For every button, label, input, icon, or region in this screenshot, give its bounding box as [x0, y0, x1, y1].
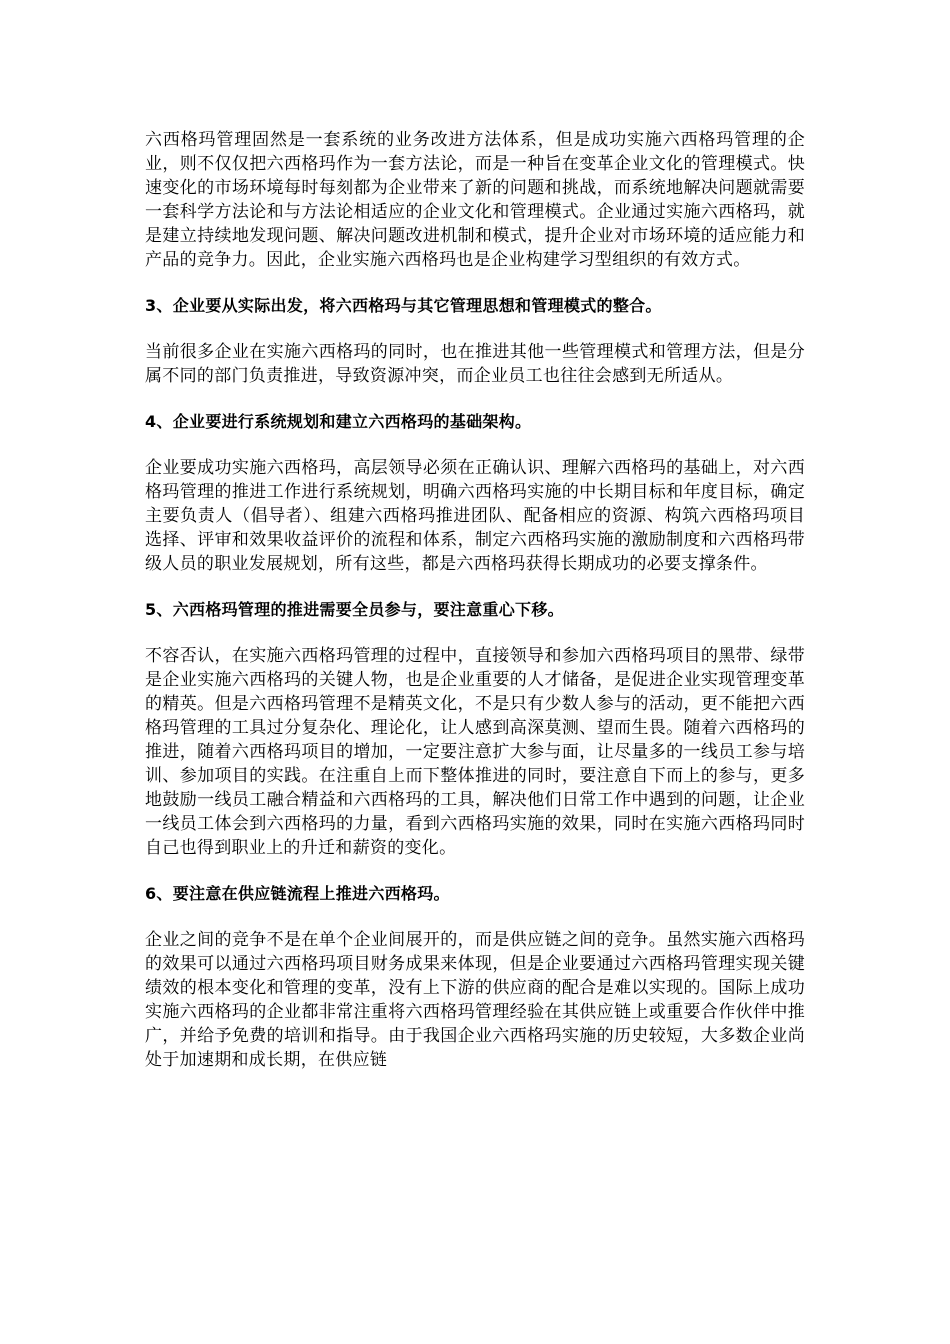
section-6-body: 企业之间的竞争不是在单个企业间展开的，而是供应链之间的竞争。虽然实施六西格玛的效果可以通过六西格玛项目财务成果来体现，但是企业要通过六西格玛管理实现关键绩效的根本变化和管理的变革，没有上下游的供应商的配合是难以实现的。国际上成功实施六西格玛的企业都非常注重将六西格玛管理经验在其供应链上或重要合作伙伴中推广，并给予免费的培训和指导。由于我国企业六西格玛实施的历史较短，大多数企业尚处于加速期和成长期，在供应链 [145, 930, 805, 1070]
section-5-heading: 5、六西格玛管理的推进需要全员参与，要注意重心下移。 [145, 600, 564, 619]
section-3-body: 当前很多企业在实施六西格玛的同时，也在推进其他一些管理模式和管理方法，但是分属不同的部门负责推进，导致资源冲突，而企业员工也往往会感到无所适从。 [145, 342, 805, 386]
document-page [145, 128, 805, 1094]
section-6-heading: 6、要注意在供应链流程上推进六西格玛。 [145, 884, 450, 903]
section-4-heading: 4、企业要进行系统规划和建立六西格玛的基础架构。 [145, 412, 532, 431]
intro-paragraph: 六西格玛管理固然是一套系统的业务改进方法体系，但是成功实施六西格玛管理的企业，则不仅仅把六西格玛作为一套方法论，而是一种旨在变革企业文化的管理模式。快速变化的市场环境每时每刻都为企业带来了新的问题和挑战，而系统地解决问题就需要一套科学方法论和与方法论相适应的企业文化和管理模式。企业通过实施六西格玛，就是建立持续地发现问题、解决问题改进机制和模式，提升企业对市场环境的适应能力和产品的竞争力。因此，企业实施六西格玛也是企业构建学习型组织的有效方式。 [145, 130, 805, 270]
section-5-body: 不容否认，在实施六西格玛管理的过程中，直接领导和参加六西格玛项目的黑带、绿带是企业实施六西格玛的关键人物，也是企业重要的人才储备，是促进企业实现管理变革的精英。但是六西格玛管理不是精英文化，不是只有少数人参与的活动，更不能把六西格玛管理的工具过分复杂化、理论化，让人感到高深莫测、望而生畏。随着六西格玛的推进，随着六西格玛项目的增加，一定要注意扩大参与面，让尽量多的一线员工参与培训、参加项目的实践。在注重自上而下整体推进的同时，要注意自下而上的参与，更多地鼓励一线员工融合精益和六西格玛的工具，解决他们日常工作中遇到的问题，让企业一线员工体会到六西格玛的力量，看到六西格玛实施的效果，同时在实施六西格玛同时自己也得到职业上的升迁和薪资的变化。 [145, 646, 805, 858]
section-3-heading: 3、企业要从实际出发，将六西格玛与其它管理思想和管理模式的整合。 [145, 296, 662, 315]
section-4-body: 企业要成功实施六西格玛，高层领导必须在正确认识、理解六西格玛的基础上，对六西格玛管理的推进工作进行系统规划，明确六西格玛实施的中长期目标和年度目标，确定主要负责人（倡导者）、组建六西格玛推进团队、配备相应的资源、构筑六西格玛项目选择、评审和效果收益评价的流程和体系，制定六西格玛实施的激励制度和六西格玛带级人员的职业发展规划，所有这些，都是六西格玛获得长期成功的必要支撑条件。 [145, 458, 805, 574]
